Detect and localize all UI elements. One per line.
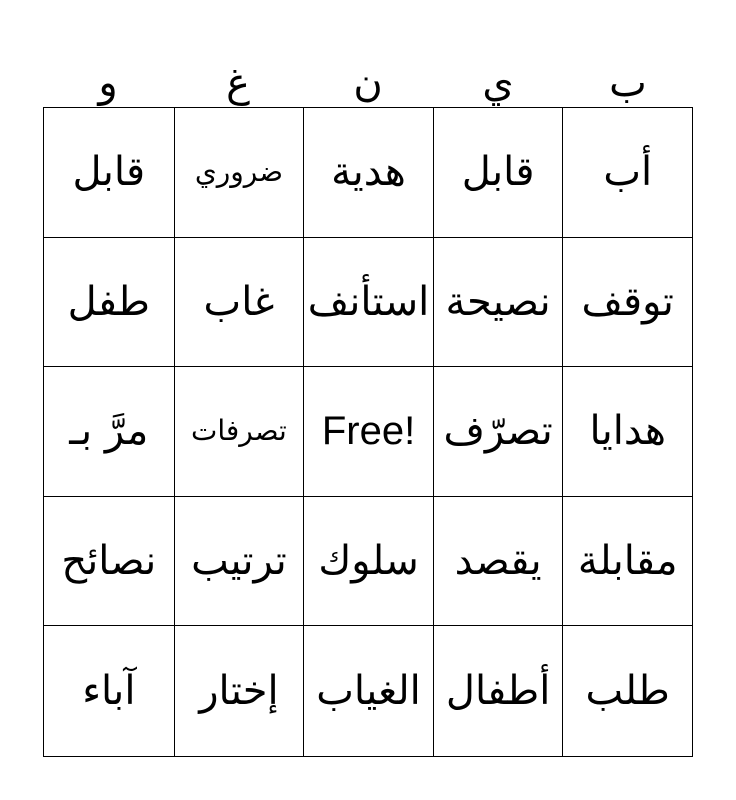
bingo-cell: طلب (562, 626, 692, 756)
header-letter: و (98, 60, 118, 106)
bingo-cell: سلوك (303, 497, 433, 627)
bingo-cell: طفل (44, 238, 174, 368)
header-letter: ي (482, 60, 514, 106)
bingo-cell: أب (562, 108, 692, 238)
bingo-board (43, 107, 693, 757)
bingo-cell: يقصد (433, 497, 563, 627)
free-space-cell: Free! (303, 367, 433, 497)
bingo-cell: هدية (303, 108, 433, 238)
bingo-cell: تصرفات (174, 367, 304, 497)
bingo-cell: إختار (174, 626, 304, 756)
bingo-cell: غاب (174, 238, 304, 368)
bingo-cell: قابل (44, 108, 174, 238)
header-letter: غ (226, 60, 250, 106)
bingo-cell: مرَّ بـ (44, 367, 174, 497)
bingo-header (43, 60, 693, 106)
bingo-cell: نصيحة (433, 238, 563, 368)
bingo-cell: تصرّف (433, 367, 563, 497)
bingo-cell: هدايا (562, 367, 692, 497)
bingo-cell: آباء (82, 668, 136, 715)
bingo-cell: الغياب (303, 626, 433, 756)
header-letter: ن (353, 60, 383, 106)
bingo-cell: ضروري (174, 108, 304, 238)
bingo-cell: مقابلة (562, 497, 692, 627)
bingo-cell: أطفال (433, 626, 563, 756)
header-letter: ب (609, 60, 647, 106)
bingo-cell: ترتيب (174, 497, 304, 627)
bingo-cell: توقف (562, 238, 692, 368)
bingo-cell: استأنف (303, 238, 433, 368)
bingo-cell: قابل (433, 108, 563, 238)
bingo-cell: نصائح (44, 497, 174, 627)
